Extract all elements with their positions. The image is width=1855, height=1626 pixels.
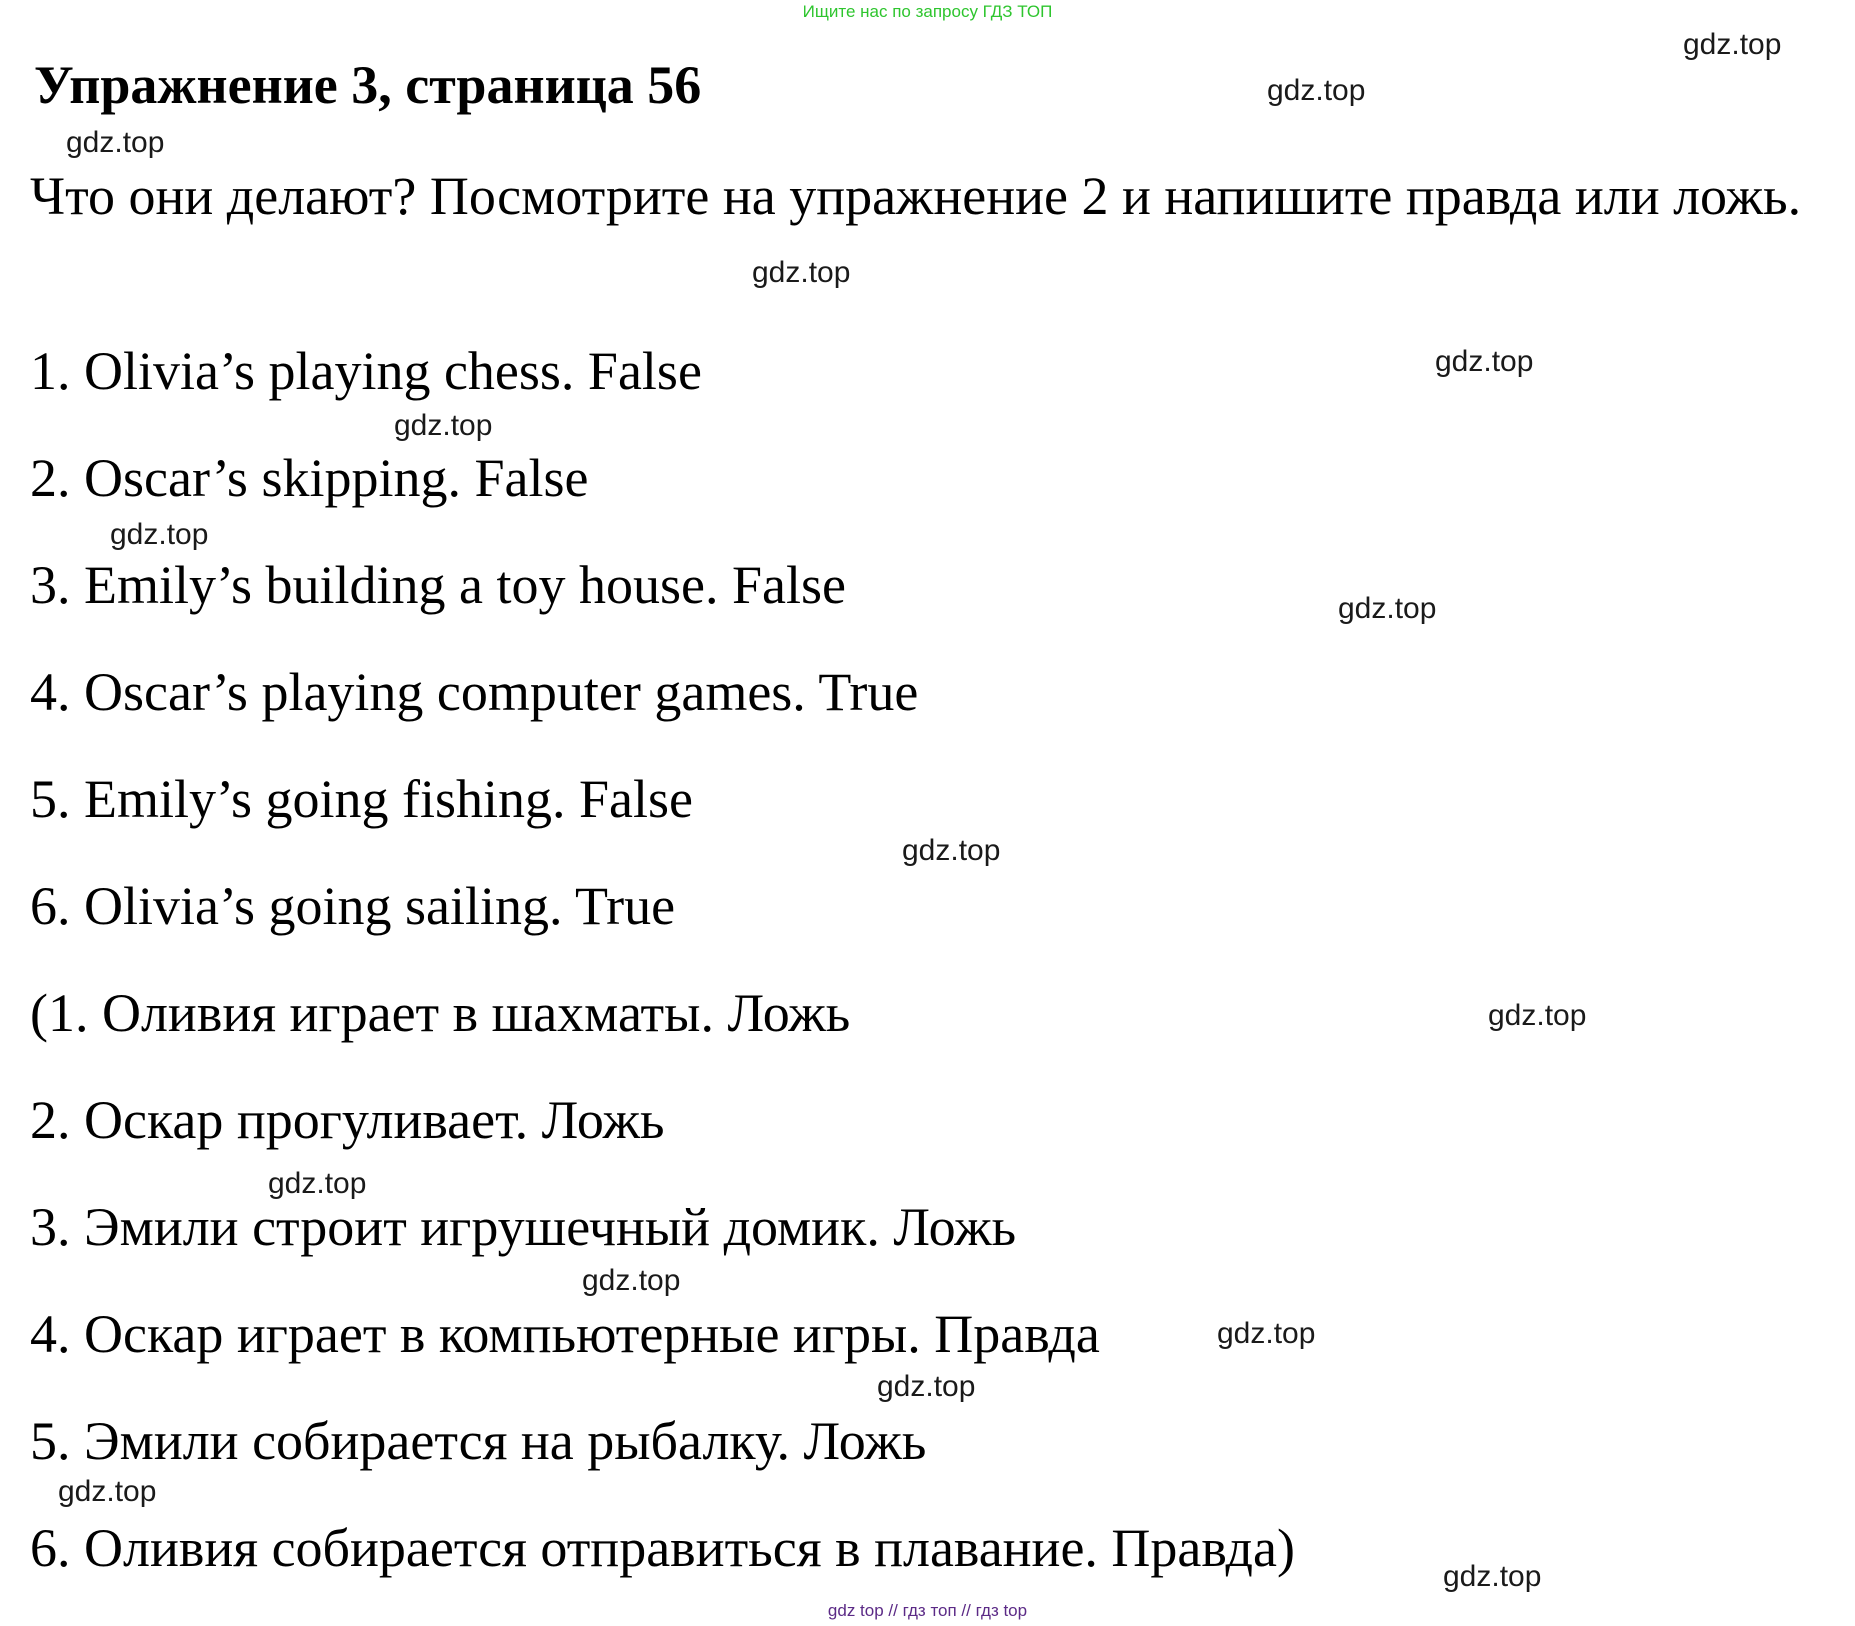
answer-en-6: 6. Olivia’s going sailing. True bbox=[30, 876, 676, 936]
watermark: gdz.top bbox=[1435, 345, 1534, 378]
answer-en-4: 4. Oscar’s playing computer games. True bbox=[30, 662, 919, 722]
watermark: gdz.top bbox=[1488, 999, 1587, 1032]
answer-en-3: 3. Emily’s building a toy house. False bbox=[30, 555, 846, 615]
page-title: Упражнение 3, страница 56 bbox=[34, 55, 702, 115]
watermark: gdz.top bbox=[1683, 28, 1782, 61]
watermark: gdz.top bbox=[1267, 74, 1366, 107]
watermark: gdz.top bbox=[268, 1167, 367, 1200]
answer-ru-3: 3. Эмили строит игрушечный домик. Ложь bbox=[30, 1197, 1017, 1257]
watermark: gdz.top bbox=[66, 126, 165, 159]
answer-ru-5: 5. Эмили собирается на рыбалку. Ложь bbox=[30, 1411, 927, 1471]
top-search-note: Ищите нас по запросу ГДЗ ТОП bbox=[802, 2, 1053, 21]
watermark: gdz.top bbox=[1338, 592, 1437, 625]
watermark: gdz.top bbox=[1217, 1317, 1316, 1350]
footer-links: gdz top // гдз топ // гдз top bbox=[827, 1601, 1028, 1620]
answer-en-1: 1. Olivia’s playing chess. False bbox=[30, 341, 702, 401]
watermark: gdz.top bbox=[58, 1475, 157, 1508]
watermark: gdz.top bbox=[394, 409, 493, 442]
watermark: gdz.top bbox=[110, 518, 209, 551]
watermark: gdz.top bbox=[902, 834, 1001, 867]
answer-en-5: 5. Emily’s going fishing. False bbox=[30, 769, 694, 829]
answer-en-2: 2. Oscar’s skipping. False bbox=[30, 448, 589, 508]
answer-ru-1: (1. Оливия играет в шахматы. Ложь bbox=[30, 983, 851, 1043]
watermark: gdz.top bbox=[752, 256, 851, 289]
answer-ru-2: 2. Оскар прогуливает. Ложь bbox=[30, 1090, 665, 1150]
watermark: gdz.top bbox=[582, 1264, 681, 1297]
watermark: gdz.top bbox=[877, 1370, 976, 1403]
answer-ru-6: 6. Оливия собирается отправиться в плавание. Правда) bbox=[30, 1518, 1295, 1578]
answer-ru-4: 4. Оскар играет в компьютерные игры. Правда bbox=[30, 1304, 1100, 1364]
watermark: gdz.top bbox=[1443, 1560, 1542, 1593]
task-instruction: Что они делают? Посмотрите на упражнение 2 и напишите правда или ложь. bbox=[30, 166, 1802, 226]
